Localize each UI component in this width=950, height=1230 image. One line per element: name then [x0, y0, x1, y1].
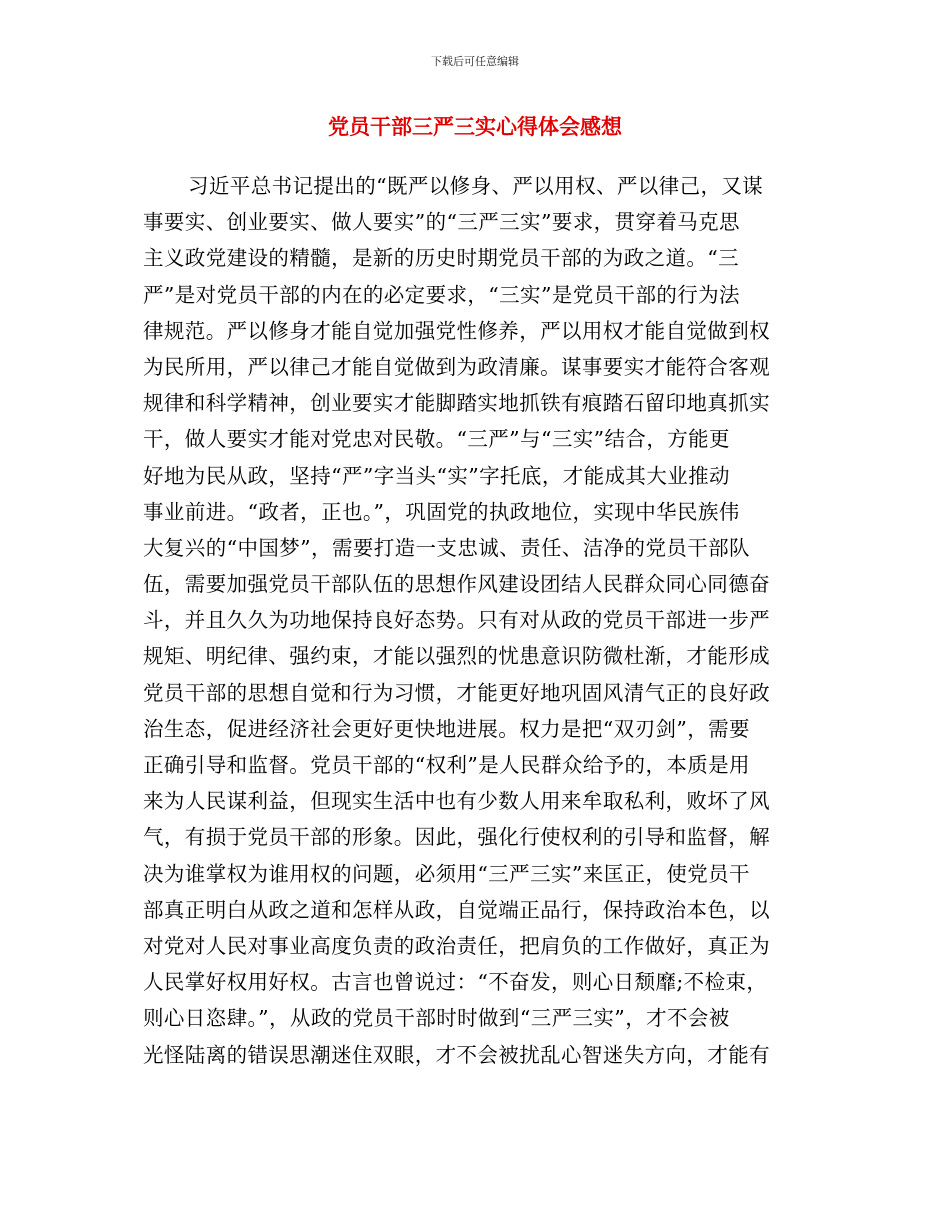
body-line: 斗，并且久久为功地保持良好态势。只有对从政的党员干部进一步严 [143, 608, 770, 633]
body-line: 伍，需要加强党员干部队伍的思想作风建设团结人民群众同心同德奋 [143, 572, 770, 597]
body-line: 事业前进。“政者，正也。”，巩固党的执政地位，实现中华民族伟 [143, 499, 740, 524]
page-header-note: 下载后可任意编辑 [431, 55, 519, 68]
body-line: 好地为民从政，坚持“严”字当头“实”字托底，才能成其大业推动 [143, 463, 730, 488]
body-line: 事要实、创业要实、做人要实”的“三严三实”要求，贯穿着马克思 [143, 210, 740, 235]
document-body [143, 168, 803, 1073]
body-line: 治生态，促进经济社会更好更快地进展。权力是把“双刃剑”，需要 [143, 716, 750, 741]
document-title: 党员干部三严三实心得体会感想 [328, 114, 622, 139]
body-line: 气，有损于党员干部的形象。因此，强化行使权利的引导和监督，解 [143, 825, 770, 850]
body-line: 对党对人民对事业高度负责的政治责任，把肩负的工作做好，真正为 [143, 933, 770, 958]
body-line: 干，做人要实才能对党忠对民敬。“三严”与“三实”结合，方能更 [143, 427, 730, 452]
body-line: 部真正明白从政之道和怎样从政，自觉端正品行，保持政治本色，以 [143, 897, 770, 922]
body-line: 大复兴的“中国梦”，需要打造一支忠诚、责任、洁净的党员干部队 [143, 535, 750, 560]
body-line: 习近平总书记提出的“既严以修身、严以用权、严以律己，又谋 [188, 174, 764, 198]
body-line: 光怪陆离的错误思潮迷住双眼，才不会被扰乱心智迷失方向，才能有 [143, 1042, 770, 1067]
body-line: 规矩、明纪律、强约束，才能以强烈的忧患意识防微杜渐，才能形成 [143, 644, 770, 669]
body-line: 决为谁掌权为谁用权的问题，必须用“三严三实”来匡正，使党员干 [143, 861, 750, 886]
body-line: 党员干部的思想自觉和行为习惯，才能更好地巩固风清气正的良好政 [143, 680, 770, 705]
body-line: 人民掌好权用好权。古言也曾说过：“不奋发，则心日颓靡;不检束， [143, 970, 768, 995]
body-line: 律规范。严以修身才能自觉加强党性修养，严以用权才能自觉做到权 [143, 318, 770, 343]
body-line: 则心日恣肆。”，从政的党员干部时时做到“三严三实”，才不会被 [143, 1006, 730, 1031]
body-line: 正确引导和监督。党员干部的“权利”是人民群众给予的，本质是用 [143, 753, 750, 777]
body-line: 来为人民谋利益，但现实生活中也有少数人用来牟取私利，败坏了风 [143, 789, 770, 814]
body-line: 规律和科学精神，创业要实才能脚踏实地抓铁有痕踏石留印地真抓实 [143, 391, 770, 416]
body-line: 为民所用，严以律己才能自觉做到为政清廉。谋事要实才能符合客观 [143, 354, 770, 379]
body-line: 严”是对党员干部的内在的必定要求，“三实”是党员干部的行为法 [143, 282, 740, 307]
body-line: 主义政党建设的精髓，是新的历史时期党员干部的为政之道。“三 [143, 246, 740, 271]
